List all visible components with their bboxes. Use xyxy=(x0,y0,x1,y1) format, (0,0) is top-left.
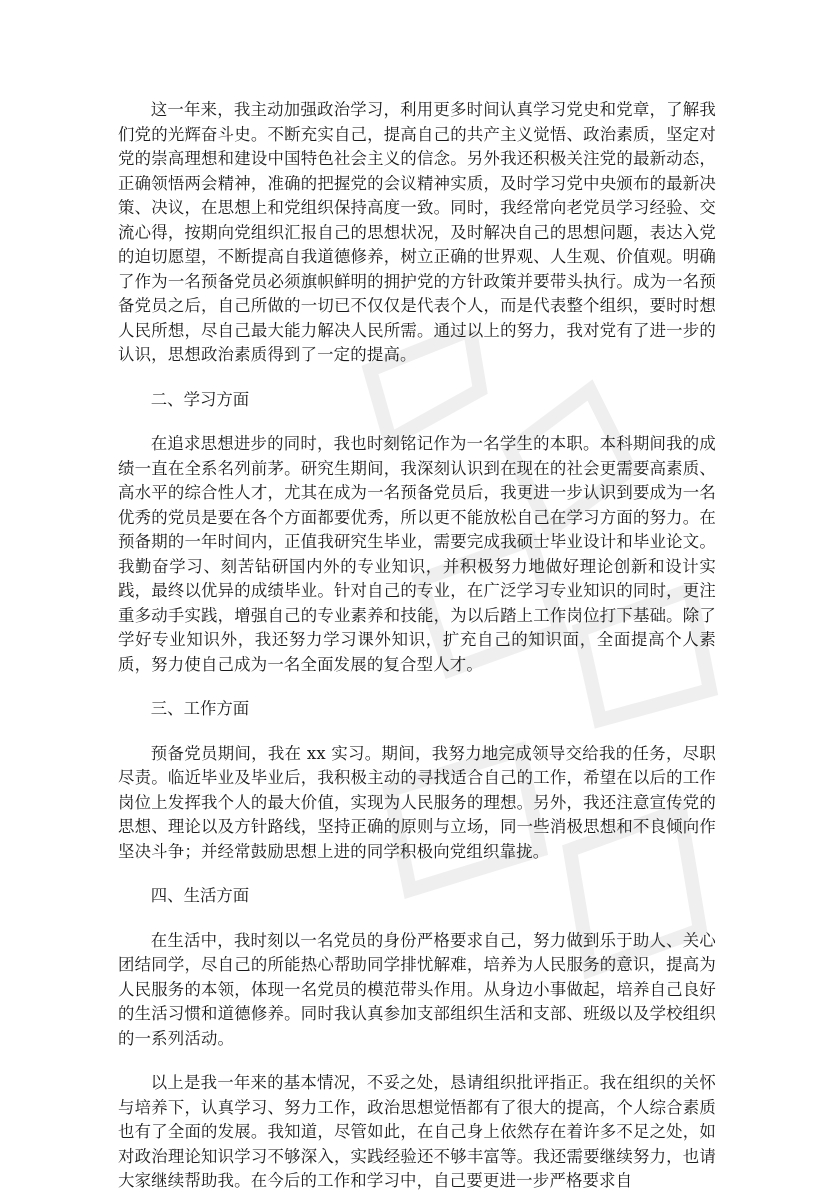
section-heading-life: 四、生活方面 xyxy=(150,886,250,905)
paragraph-work: 预备党员期间，我在 xx 实习。期间，我努力地完成领导交给我的任务，尽职尽责。临近毕业及毕业后，我积极主动的寻找适合自己的工作，希望在以后的工作岗位上发挥我个人的最大价值，实现为人民服务的理想。另外，我还注意宣传党的思想、理论以及方针路线，坚持正确的原则与立场，同一些消极思想和不良倾向作坚决斗争；并经常鼓励思想上进的同学积极向党组织靠拢。 xyxy=(118,743,716,861)
section-heading-work: 三、工作方面 xyxy=(150,699,250,718)
paragraph-summary: 以上是我一年来的基本情况，不妥之处，恳请组织批评指正。我在组织的关怀与培养下，认真学习、努力工作，政治思想觉悟都有了很大的提高，个人综合素质也有了全面的发展。我知道，尽管如此，在自己身上依然存在着许多不足之处，如对政治理论知识学习不够深入，实践经验还不够丰富等。我还需要继续努力，也请大家继续帮助我。在今后的工作和学习中，自己要更进一步严格要求自 xyxy=(118,1073,716,1190)
paragraph-life: 在生活中，我时刻以一名党员的身份严格要求自己，努力做到乐于助人、关心团结同学，尽自己的所能热心帮助同学排忧解难，培养为人民服务的意识，提高为人民服务的本领，体现一名党员的模范带头作用。从身边小事做起，培养自己良好的生活习惯和道德修养。同时我认真参加支部组织生活和支部、班级以及学校组织的一系列活动。 xyxy=(118,930,716,1048)
document-body xyxy=(118,98,716,1194)
paragraph-study: 在追求思想进步的同时，我也时刻铭记作为一名学生的本职。本科期间我的成绩一直在全系名列前茅。研究生期间，我深刻认识到在现在的社会更需要高素质、高水平的综合性人才，尤其在成为一名预备党员后，我更进一步认识到要成为一名优秀的党员是要在各个方面都要优秀，所以更不能放松自己在学习方面的努力。在预备期的一年时间内，正值我研究生毕业，需要完成我硕士毕业设计和毕业论文。我勤奋学习、刻苦钻研国内外的专业知识，并积极努力地做好理论创新和设计实践，最终以优异的成绩毕业。针对自己的专业，在广泛学习专业知识的同时，更注重多动手实践，增强自己的专业素养和技能，为以后踏上工作岗位打下基础。除了学好专业知识外，我还努力学习课外知识，扩充自己的知识面，全面提高个人素质，努力使自己成为一名全面发展的复合型人才。 xyxy=(118,434,716,674)
section-heading-study: 二、学习方面 xyxy=(150,389,250,409)
paragraph-political-study: 这一年来，我主动加强政治学习，利用更多时间认真学习党史和党章，了解我们党的光辉奋斗史。不断充实自己，提高自己的共产主义觉悟、政治素质，坚定对党的崇高理想和建设中国特色社会主义的信念。另外我还积极关注党的最新动态，正确领悟两会精神，准确的把握党的会议精神实质，及时学习党中央颁布的最新决策、决议，在思想上和党组织保持高度一致。同时，我经常向老党员学习经验、交流心得，按期向党组织汇报自己的思想状况，及时解决自己的思想问题，表达入党的迫切愿望，不断提高自我道德修养，树立正确的世界观、人生观、价值观。明确了作为一名预备党员必须旗帜鲜明的拥护党的方针政策并要带头执行。成为一名预备党员之后，自己所做的一切已不仅仅是代表个人，而是代表整个组织，要时时想人民所想，尽自己最大能力解决人民所需。通过以上的努力，我对党有了进一步的认识，思想政治素质得到了一定的提高。 xyxy=(118,100,716,364)
